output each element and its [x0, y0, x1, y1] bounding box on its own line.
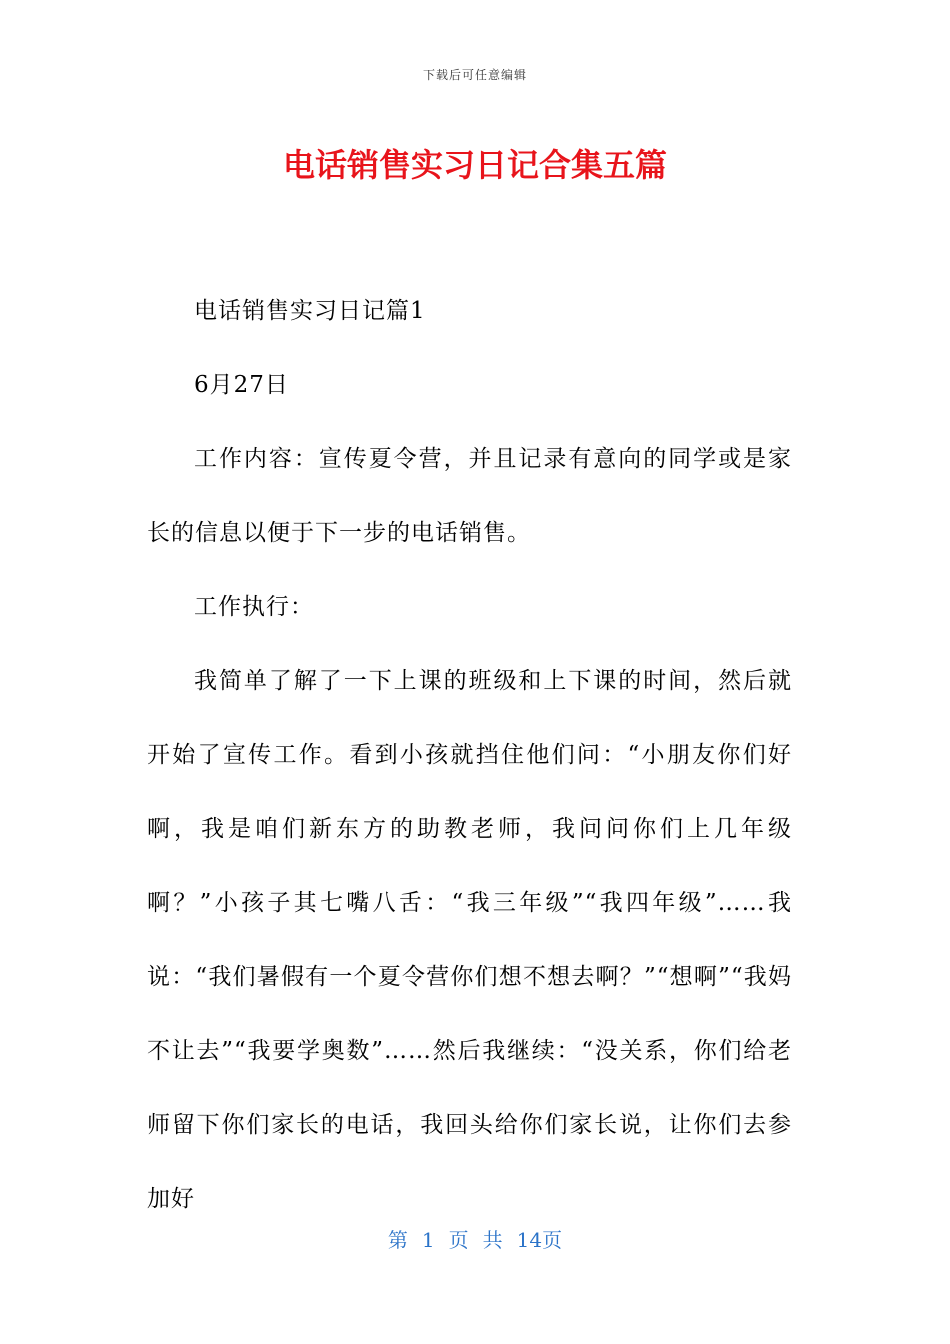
document-body — [147, 274, 792, 1236]
footer-label-gong: 共 — [482, 1228, 503, 1252]
header-note: 下载后可任意编辑 — [422, 68, 527, 82]
page-number-footer — [0, 1224, 950, 1253]
date-line: 6月27日 — [194, 372, 289, 398]
footer-current-page: 1 — [421, 1228, 435, 1252]
document-title: 电话销售实习日记合集五篇 — [282, 146, 667, 184]
body-paragraph: 工作执行： — [194, 594, 314, 620]
body-paragraph: 工作内容：宣传夏令营，并且记录有意向的同学或是家长的信息以便于下一步的电话销售。 — [147, 446, 792, 546]
footer-total-pages: 14页 — [516, 1228, 563, 1252]
section-heading: 电话销售实习日记篇1 — [194, 298, 426, 324]
footer-label-ye: 页 — [448, 1228, 469, 1252]
footer-label-di: 第 — [387, 1228, 408, 1252]
body-paragraph: 我简单了解了一下上课的班级和上下课的时间，然后就开始了宣传工作。看到小孩就挡住他们问：“小朋友你们好啊，我是咱们新东方的助教老师，我问问你们上几年级啊？”小孩子其七嘴八舌：“我三年级”“我四年级”……我说：“我们暑假有一个夏令营你们想不想去啊？”“想啊”“我妈不让去”“我要学奥数”……然后我继续：“没关系，你们给老师留下你们家长的电话，我回头给你们家长说，让你们去参加好 — [147, 668, 792, 1212]
